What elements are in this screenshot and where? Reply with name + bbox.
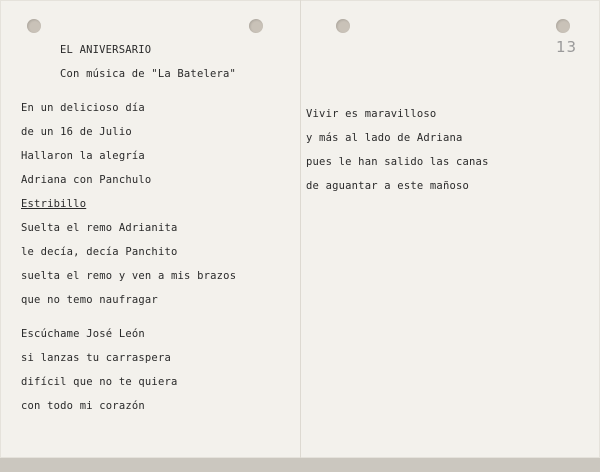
punch-hole — [556, 19, 570, 33]
document-title: EL ANIVERSARIO — [60, 44, 152, 56]
verse-line: difícil que no te quiera — [21, 376, 178, 388]
page-number: 13 — [556, 38, 578, 56]
chorus-label: Estribillo — [21, 198, 87, 210]
chorus-line: que no temo naufragar — [21, 294, 158, 306]
verse-line: En un delicioso día — [21, 102, 145, 114]
punch-hole — [249, 19, 263, 33]
document-subtitle: Con música de "La Batelera" — [60, 68, 237, 80]
verse-line: Adriana con Panchulo — [21, 174, 152, 186]
punch-hole — [336, 19, 350, 33]
verse-line: si lanzas tu carraspera — [21, 352, 171, 364]
verse-line: de aguantar a este mañoso — [306, 180, 470, 192]
verse-line: Hallaron la alegría — [21, 150, 145, 162]
page-fold — [300, 0, 301, 458]
verse-line: con todo mi corazón — [21, 400, 145, 412]
chorus-line: le decía, decía Panchito — [21, 246, 178, 258]
scan-bottom-edge — [0, 458, 600, 472]
chorus-line: Suelta el remo Adrianita — [21, 222, 178, 234]
verse-line: pues le han salido las canas — [306, 156, 489, 168]
verse-line: de un 16 de Julio — [21, 126, 132, 138]
verse-line: Escúchame José León — [21, 328, 145, 340]
chorus-line: suelta el remo y ven a mis brazos — [21, 270, 237, 282]
punch-hole — [27, 19, 41, 33]
verse-line: Vivir es maravilloso — [306, 108, 437, 120]
verse-line: y más al lado de Adriana — [306, 132, 463, 144]
